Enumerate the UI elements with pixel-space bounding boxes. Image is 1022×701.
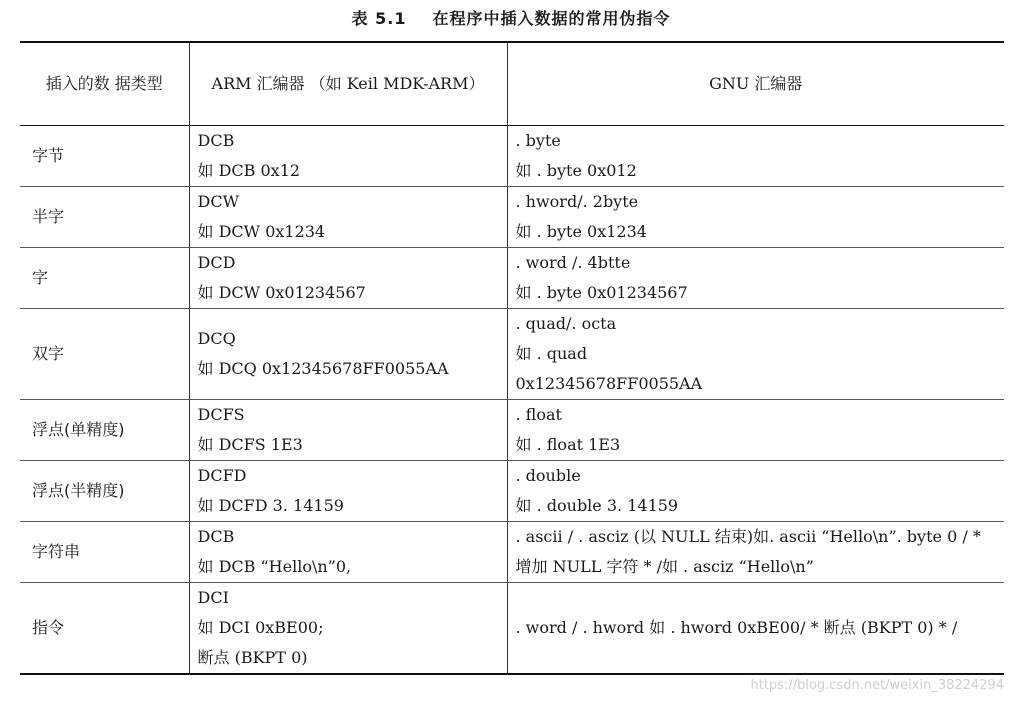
row-type: 指令	[20, 583, 189, 675]
gnu-directive: . byte	[515, 131, 561, 150]
pseudo-instruction-table	[20, 41, 1004, 675]
header-gnu-assembler	[507, 42, 1004, 126]
header-data-type-line2: 据类型	[114, 74, 163, 93]
header-data-type-line1: 插入的数	[45, 74, 110, 93]
table-row	[20, 309, 1004, 400]
row-gnu	[507, 400, 1004, 461]
arm-example: 如 DCFD 3. 14159	[197, 496, 344, 515]
arm-example: 如 DCI 0xBE00;	[197, 618, 324, 637]
gnu-example: 如 . byte 0x1234	[515, 222, 647, 241]
row-type: 浮点(单精度)	[20, 400, 189, 461]
arm-example: 如 DCB “Hello\n”0,	[197, 557, 352, 576]
table-row	[20, 461, 1004, 522]
row-gnu	[507, 309, 1004, 400]
row-gnu	[507, 461, 1004, 522]
arm-directive: DCFS	[197, 405, 245, 424]
gnu-directive: . hword/. 2byte	[515, 192, 639, 211]
gnu-example: 如 . byte 0x01234567	[515, 283, 688, 302]
row-arm	[189, 187, 507, 248]
row-arm	[189, 248, 507, 309]
gnu-description: . word / . hword 如 . hword 0xBE00/ * 断点 (BKPT 0) * /	[515, 618, 958, 637]
header-arm-line2: （如 Keil MDK-ARM）	[309, 74, 485, 93]
row-type: 字符串	[20, 522, 189, 583]
gnu-directive: . float	[515, 405, 562, 424]
table-row	[20, 126, 1004, 187]
gnu-example: 如 . float 1E3	[515, 435, 621, 454]
header-row	[20, 42, 1004, 126]
row-arm	[189, 309, 507, 400]
row-gnu	[507, 583, 1004, 675]
arm-directive: DCI	[197, 588, 229, 607]
gnu-example-value: 0x12345678FF0055AA	[515, 374, 703, 393]
row-gnu	[507, 187, 1004, 248]
row-arm	[189, 522, 507, 583]
table-row	[20, 400, 1004, 461]
row-type: 字节	[20, 126, 189, 187]
table-row	[20, 248, 1004, 309]
gnu-description: . ascii / . asciz (以 NULL 结束)如. ascii “Hello\n”. byte 0 / * 增加 NULL 字符 * /如 . asciz “Hello\n”	[515, 527, 981, 576]
arm-example: 如 DCQ 0x12345678FF0055AA	[197, 359, 449, 378]
arm-note: 断点 (BKPT 0)	[197, 648, 308, 667]
gnu-example: 如 . byte 0x012	[515, 161, 637, 180]
header-arm-assembler	[189, 42, 507, 126]
row-type: 浮点(半精度)	[20, 461, 189, 522]
gnu-directive: . word /. 4btte	[515, 253, 631, 272]
header-gnu-label: GNU 汇编器	[709, 74, 803, 93]
gnu-example: 如 . quad	[515, 344, 588, 363]
row-arm	[189, 461, 507, 522]
arm-example: 如 DCB 0x12	[197, 161, 301, 180]
arm-example: 如 DCFS 1E3	[197, 435, 303, 454]
row-arm	[189, 400, 507, 461]
gnu-directive: . quad/. octa	[515, 314, 617, 333]
watermark: https://blog.csdn.net/weixin_38224294	[750, 678, 1004, 693]
table-row	[20, 583, 1004, 675]
row-arm	[189, 583, 507, 675]
row-gnu	[507, 248, 1004, 309]
arm-example: 如 DCW 0x01234567	[197, 283, 366, 302]
table-title: 在程序中插入数据的常用伪指令	[432, 9, 671, 28]
gnu-example: 如 . double 3. 14159	[515, 496, 679, 515]
header-data-type	[20, 42, 189, 126]
arm-example: 如 DCW 0x1234	[197, 222, 326, 241]
arm-directive: DCFD	[197, 466, 247, 485]
arm-directive: DCQ	[197, 329, 236, 348]
arm-directive: DCB	[197, 131, 235, 150]
gnu-directive: . double	[515, 466, 581, 485]
arm-directive: DCB	[197, 527, 235, 546]
row-gnu	[507, 126, 1004, 187]
row-gnu	[507, 522, 1004, 583]
row-type: 字	[20, 248, 189, 309]
row-type: 半字	[20, 187, 189, 248]
table-row	[20, 522, 1004, 583]
table-caption	[0, 6, 1022, 29]
table-row	[20, 187, 1004, 248]
table-number: 表 5.1	[351, 9, 407, 28]
arm-directive: DCD	[197, 253, 236, 272]
header-arm-line1: ARM 汇编器	[211, 74, 305, 93]
arm-directive: DCW	[197, 192, 240, 211]
row-arm	[189, 126, 507, 187]
row-type: 双字	[20, 309, 189, 400]
